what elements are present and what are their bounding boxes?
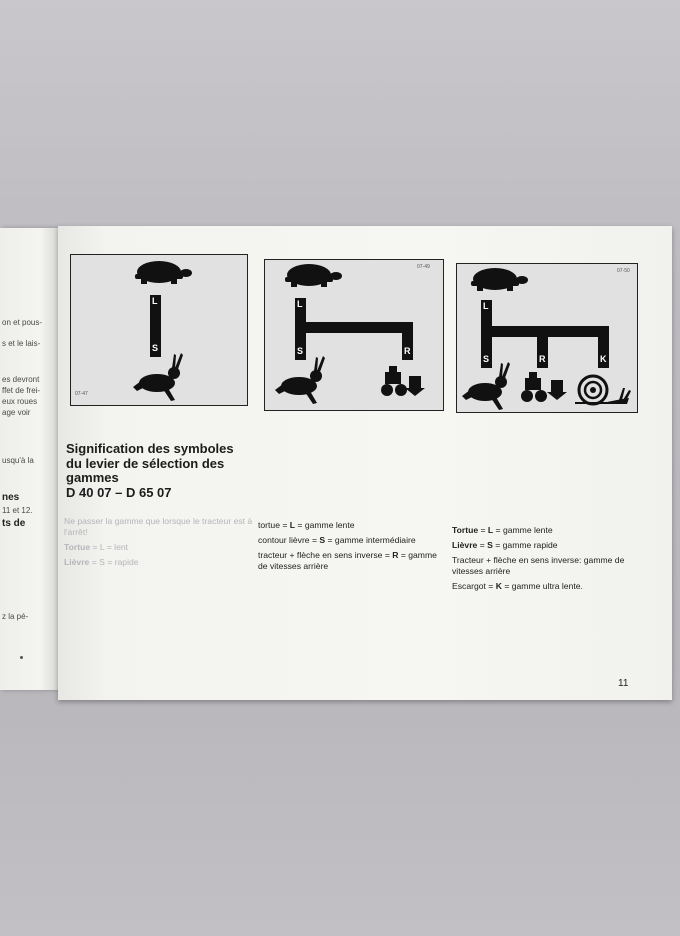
snail-icon — [575, 376, 631, 404]
section-title — [66, 442, 266, 500]
column-2 — [258, 520, 444, 576]
gate-slot — [295, 298, 413, 360]
column-2-line: tortue = L = gamme lente — [258, 520, 355, 530]
turtle-icon — [471, 268, 528, 291]
figure-code: 07-49 — [417, 264, 430, 270]
figure-two-gears — [70, 254, 248, 406]
title-line: du levier de sélection des — [66, 455, 225, 471]
column-1-warning: Ne passer la gamme que lorsque le tracteur est à l'arrêt! — [64, 516, 253, 537]
column-1 — [64, 516, 254, 572]
left-text-fragment: s et le lais- — [2, 339, 41, 348]
title-line: Signification des symboles — [66, 441, 234, 456]
left-text-fragment: ffet de frei- — [2, 386, 41, 395]
column-3 — [452, 525, 638, 596]
column-1-line: Lièvre = S = rapide — [64, 557, 139, 567]
page-speck — [20, 656, 23, 659]
column-2-line: tracteur + flèche en sens inverse = R = gamme de vitesses arrière — [258, 550, 437, 571]
tractor-reverse-icon — [381, 366, 425, 396]
gear-label-s: S — [297, 346, 304, 356]
left-text-fragment: es devront — [2, 375, 40, 384]
gear-label-r: R — [539, 354, 546, 364]
left-text-fragment: eux roues — [2, 397, 38, 406]
turtle-icon — [285, 264, 342, 287]
rabbit-icon — [462, 362, 510, 410]
column-3-line: Escargot = K = gamme ultra lente. — [452, 581, 583, 591]
rabbit-icon — [275, 356, 325, 404]
figure-four-gears — [456, 263, 638, 413]
left-text-fragment: nes — [2, 492, 20, 503]
column-2-line: contour lièvre = S = gamme intermédiaire — [258, 535, 416, 545]
gear-label-l: L — [483, 301, 489, 311]
gear-label-l: L — [297, 299, 303, 309]
figure-three-gears — [264, 259, 444, 411]
figure-code: 07-47 — [75, 391, 88, 397]
column-3-line: Lièvre = S = gamme rapide — [452, 540, 558, 550]
page-number: 11 — [618, 678, 629, 689]
left-text-fragment: age voir — [2, 408, 31, 417]
figure-code: 07-50 — [617, 268, 630, 274]
column-1-line: Tortue = L = lent — [64, 542, 129, 552]
turtle-icon — [135, 261, 192, 284]
gear-label-s: S — [483, 354, 490, 364]
gear-label-r: R — [404, 346, 411, 356]
left-text-fragment: 11 et 12. — [2, 506, 33, 515]
left-text-fragment: on et pous- — [2, 318, 43, 327]
title-model-range: D 40 07 – D 65 07 — [66, 484, 172, 500]
tractor-reverse-icon — [521, 372, 567, 402]
title-line: gammes — [66, 470, 119, 485]
gear-label-s: S — [152, 343, 159, 353]
gear-label-l: L — [152, 296, 158, 306]
rabbit-icon — [133, 353, 183, 401]
gear-label-k: K — [600, 354, 607, 364]
left-text-fragment: usqu'à la — [2, 456, 34, 465]
column-3-line: Tortue = L = gamme lente — [452, 525, 553, 535]
column-3-line: Tracteur + flèche en sens inverse: gamme de vitesses arrière — [452, 555, 625, 576]
left-text-fragment: z la pé- — [2, 612, 29, 621]
left-text-fragment: ts de — [2, 518, 26, 529]
